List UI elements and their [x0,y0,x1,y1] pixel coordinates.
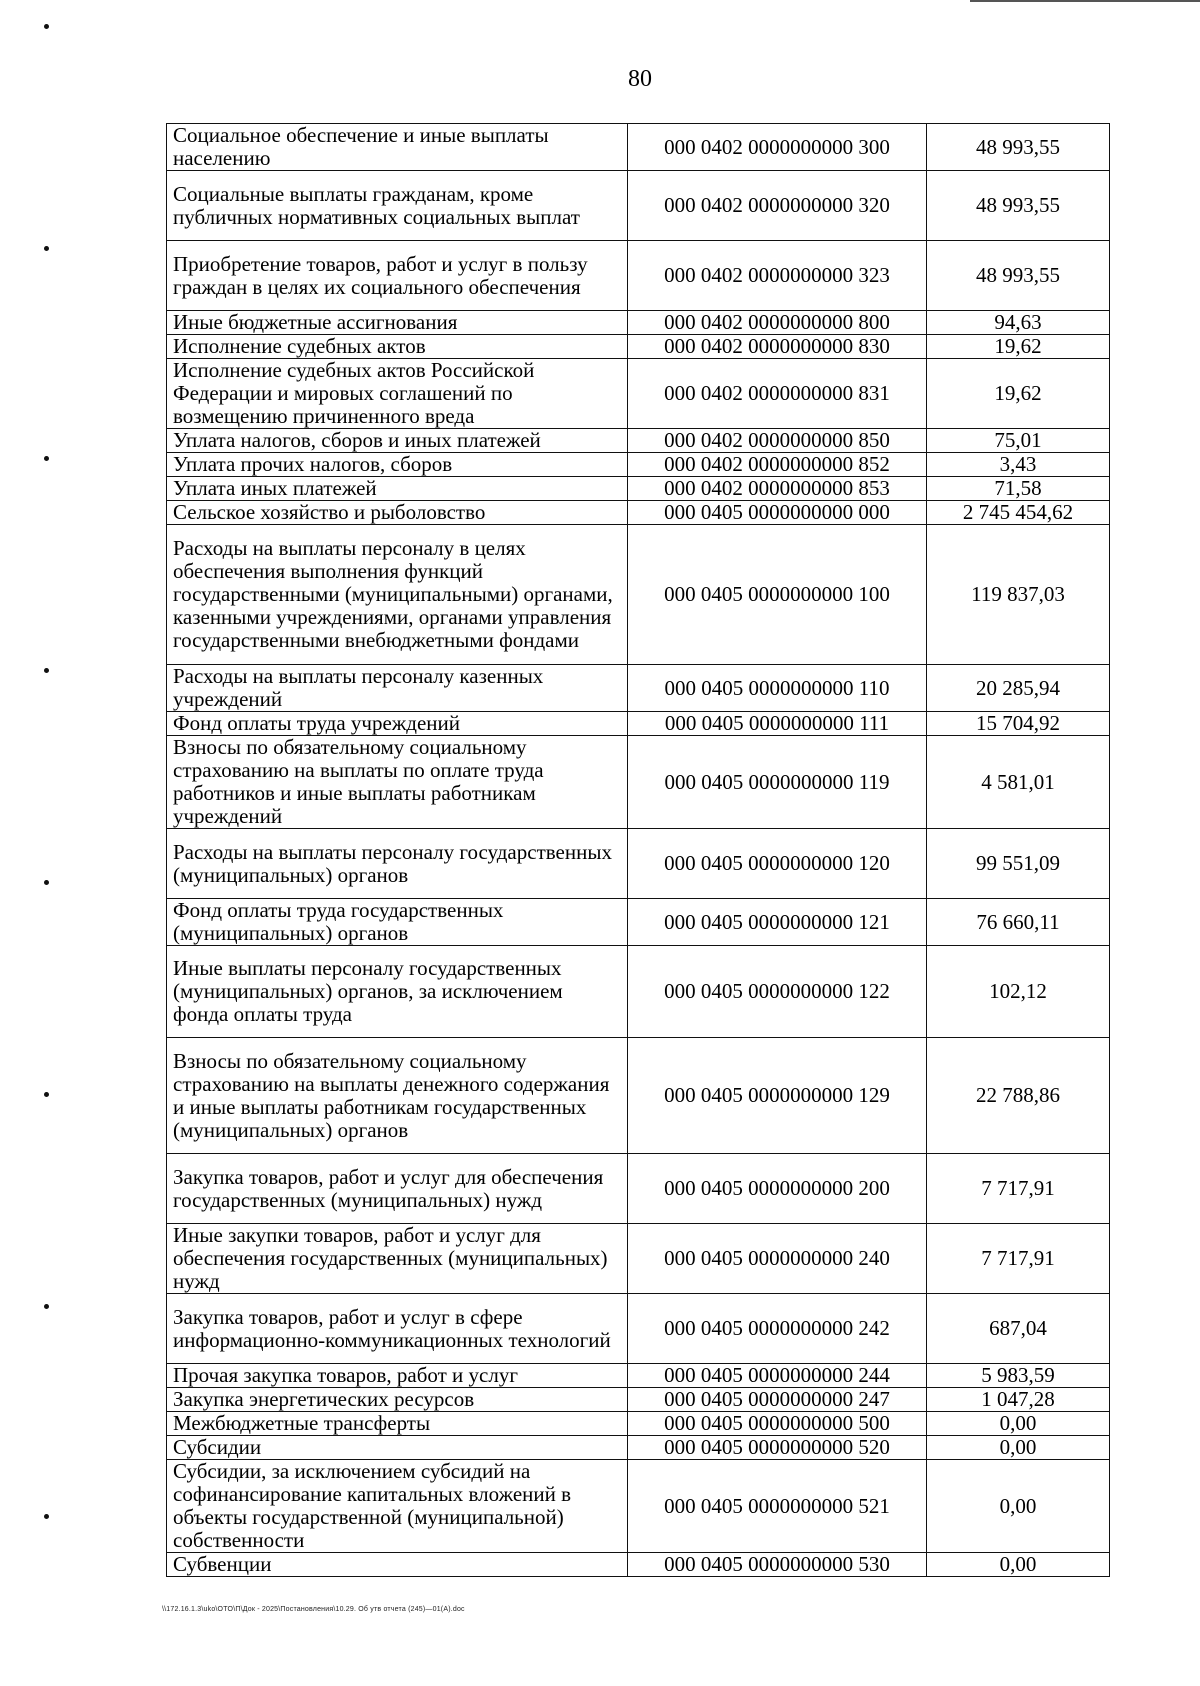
row-amount-cell: 71,58 [927,477,1110,501]
row-amount-cell: 48 993,55 [927,124,1110,171]
row-code-cell: 000 0405 0000000000 244 [628,1364,927,1388]
row-amount-cell: 0,00 [927,1553,1110,1577]
page-number: 80 [628,66,652,92]
row-amount-cell: 4 581,01 [927,736,1110,829]
row-name-cell: Социальные выплаты гражданам, кроме публичных нормативных социальных выплат [167,171,628,241]
row-code-cell: 000 0402 0000000000 853 [628,477,927,501]
row-name-cell: Фонд оплаты труда государственных (муниципальных) органов [167,899,628,946]
binder-hole-mark [44,1304,49,1309]
row-code-cell: 000 0405 0000000000 500 [628,1412,927,1436]
row-code-cell: 000 0405 0000000000 129 [628,1038,927,1154]
row-code-cell: 000 0405 0000000000 111 [628,712,927,736]
binder-hole-mark [44,1092,49,1097]
row-amount-cell: 48 993,55 [927,171,1110,241]
table-row [167,359,1110,429]
row-code-cell: 000 0405 0000000000 240 [628,1224,927,1294]
row-amount-cell: 19,62 [927,359,1110,429]
table-row [167,335,1110,359]
row-amount-cell: 20 285,94 [927,665,1110,712]
table-row [167,1364,1110,1388]
table-row [167,665,1110,712]
binder-hole-mark [44,1514,49,1519]
row-code-cell: 000 0402 0000000000 830 [628,335,927,359]
row-name-cell: Субвенции [167,1553,628,1577]
row-name-cell: Иные закупки товаров, работ и услуг для обеспечения государственных (муниципальных) нужд [167,1224,628,1294]
table-row [167,1412,1110,1436]
row-amount-cell: 76 660,11 [927,899,1110,946]
table-row [167,501,1110,525]
row-name-cell: Исполнение судебных актов [167,335,628,359]
row-amount-cell: 7 717,91 [927,1154,1110,1224]
table-row [167,241,1110,311]
row-amount-cell: 5 983,59 [927,1364,1110,1388]
row-code-cell: 000 0402 0000000000 852 [628,453,927,477]
row-amount-cell: 102,12 [927,946,1110,1038]
row-amount-cell: 2 745 454,62 [927,501,1110,525]
row-code-cell: 000 0405 0000000000 000 [628,501,927,525]
row-code-cell: 000 0405 0000000000 521 [628,1460,927,1553]
table-row [167,477,1110,501]
row-name-cell: Иные выплаты персоналу государственных (муниципальных) органов, за исключением фонда оплаты труда [167,946,628,1038]
row-code-cell: 000 0405 0000000000 119 [628,736,927,829]
row-name-cell: Уплата иных платежей [167,477,628,501]
row-amount-cell: 19,62 [927,335,1110,359]
row-code-cell: 000 0402 0000000000 300 [628,124,927,171]
table-row [167,1294,1110,1364]
row-amount-cell: 1 047,28 [927,1388,1110,1412]
table-row [167,453,1110,477]
row-code-cell: 000 0402 0000000000 323 [628,241,927,311]
table-row [167,1224,1110,1294]
row-amount-cell: 0,00 [927,1436,1110,1460]
table-row [167,1436,1110,1460]
row-name-cell: Взносы по обязательному социальному страхованию на выплаты по оплате труда работников и иные выплаты работникам учреждений [167,736,628,829]
table-row [167,124,1110,171]
row-amount-cell: 48 993,55 [927,241,1110,311]
row-name-cell: Социальное обеспечение и иные выплаты населению [167,124,628,171]
row-name-cell: Закупка товаров, работ и услуг для обеспечения государственных (муниципальных) нужд [167,1154,628,1224]
row-amount-cell: 94,63 [927,311,1110,335]
row-amount-cell: 119 837,03 [927,525,1110,665]
row-amount-cell: 7 717,91 [927,1224,1110,1294]
row-name-cell: Субсидии, за исключением субсидий на софинансирование капитальных вложений в объекты государственной (муниципальной) собственности [167,1460,628,1553]
row-name-cell: Исполнение судебных актов Российской Федерации и мировых соглашений по возмещению причиненного вреда [167,359,628,429]
budget-table [166,123,1110,1577]
row-code-cell: 000 0405 0000000000 121 [628,899,927,946]
row-amount-cell: 22 788,86 [927,1038,1110,1154]
row-code-cell: 000 0402 0000000000 850 [628,429,927,453]
table-row [167,1038,1110,1154]
table-row [167,1553,1110,1577]
row-name-cell: Расходы на выплаты персоналу государственных (муниципальных) органов [167,829,628,899]
row-code-cell: 000 0405 0000000000 247 [628,1388,927,1412]
row-name-cell: Сельское хозяйство и рыболовство [167,501,628,525]
row-code-cell: 000 0402 0000000000 800 [628,311,927,335]
row-amount-cell: 0,00 [927,1460,1110,1553]
row-name-cell: Расходы на выплаты персоналу в целях обеспечения выполнения функций государственными (муниципальными) органами, казенными учреждениями, органами управления государственными внебюджетными фондами [167,525,628,665]
table-row [167,899,1110,946]
binder-hole-mark [44,668,49,673]
row-name-cell: Взносы по обязательному социальному страхованию на выплаты денежного содержания и иные выплаты работникам государственных (муниципальных) органов [167,1038,628,1154]
row-amount-cell: 15 704,92 [927,712,1110,736]
binder-hole-mark [44,246,49,251]
row-name-cell: Иные бюджетные ассигнования [167,311,628,335]
binder-hole-mark [44,880,49,885]
row-name-cell: Уплата налогов, сборов и иных платежей [167,429,628,453]
table-row [167,736,1110,829]
row-amount-cell: 0,00 [927,1412,1110,1436]
row-name-cell: Уплата прочих налогов, сборов [167,453,628,477]
row-name-cell: Закупка товаров, работ и услуг в сфере информационно-коммуникационных технологий [167,1294,628,1364]
row-code-cell: 000 0405 0000000000 120 [628,829,927,899]
row-code-cell: 000 0405 0000000000 110 [628,665,927,712]
top-rule [970,0,1200,2]
row-amount-cell: 99 551,09 [927,829,1110,899]
row-name-cell: Приобретение товаров, работ и услуг в пользу граждан в целях их социального обеспечения [167,241,628,311]
table-row [167,311,1110,335]
table-row [167,1154,1110,1224]
binder-hole-mark [44,24,49,29]
row-amount-cell: 75,01 [927,429,1110,453]
table-row [167,829,1110,899]
binder-hole-mark [44,456,49,461]
row-code-cell: 000 0402 0000000000 831 [628,359,927,429]
table-row [167,712,1110,736]
footer-file-path: \\172.16.1.3\uko\OTO\П\Док - 2025\Постановления\10.29. Об утв отчета (245)—01(А).doc [162,1606,465,1613]
row-name-cell: Межбюджетные трансферты [167,1412,628,1436]
row-code-cell: 000 0405 0000000000 520 [628,1436,927,1460]
row-name-cell: Фонд оплаты труда учреждений [167,712,628,736]
row-code-cell: 000 0405 0000000000 100 [628,525,927,665]
table-row [167,946,1110,1038]
table-row [167,525,1110,665]
row-name-cell: Субсидии [167,1436,628,1460]
row-amount-cell: 3,43 [927,453,1110,477]
row-name-cell: Прочая закупка товаров, работ и услуг [167,1364,628,1388]
table-row [167,1388,1110,1412]
row-code-cell: 000 0405 0000000000 242 [628,1294,927,1364]
table-row [167,171,1110,241]
budget-table-body [167,124,1110,1577]
row-code-cell: 000 0405 0000000000 200 [628,1154,927,1224]
row-code-cell: 000 0405 0000000000 530 [628,1553,927,1577]
row-name-cell: Расходы на выплаты персоналу казенных учреждений [167,665,628,712]
row-code-cell: 000 0405 0000000000 122 [628,946,927,1038]
row-amount-cell: 687,04 [927,1294,1110,1364]
row-name-cell: Закупка энергетических ресурсов [167,1388,628,1412]
table-row [167,1460,1110,1553]
row-code-cell: 000 0402 0000000000 320 [628,171,927,241]
table-row [167,429,1110,453]
